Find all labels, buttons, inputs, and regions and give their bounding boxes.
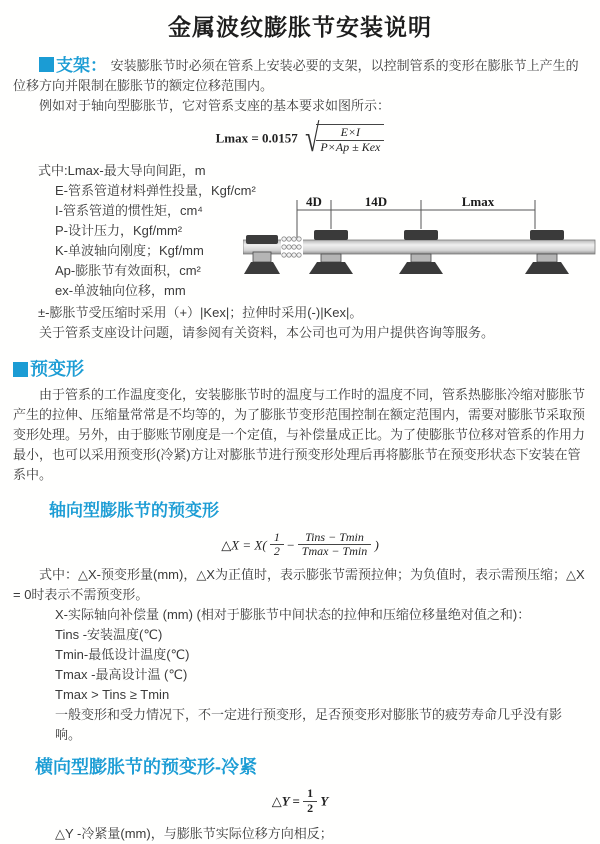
section-marker-icon — [39, 57, 54, 72]
formula3-num: 1 — [303, 787, 317, 802]
formula3-den: 2 — [307, 800, 314, 815]
dimension-label-14d: 14D — [364, 193, 388, 209]
bellows — [281, 236, 303, 256]
section-marker-icon — [13, 362, 28, 377]
lateral-preform-heading: 横向型膨胀节的预变形-冷紧 — [35, 757, 257, 778]
axial-preform-formula — [13, 531, 587, 560]
formula3-lhs: △Y = — [271, 793, 300, 809]
axial-line: Tmax > Tins ≥ Tmin — [55, 687, 170, 703]
definition-line: P-设计压力，Kgf/mm² — [55, 222, 183, 238]
preform-section-heading — [13, 357, 587, 381]
preform-heading-label: 预变形 — [30, 358, 84, 379]
dimension-label-4d: 4D — [306, 193, 322, 209]
axial-line: X-实际轴向补偿量 (mm) (相对于膨胀节中间状态的拉伸和压缩位移量绝对值之和)： — [55, 607, 531, 623]
formula3-rhs: Y — [320, 793, 329, 809]
page-title: 金属波纹膨胀节安装说明 — [168, 14, 432, 40]
definition-line: Ap-膨胀节有效面积，cm² — [55, 262, 201, 278]
axial-preform-heading: 轴向型膨胀节的预变形 — [49, 500, 219, 520]
formula1-numerator: E×I — [316, 126, 384, 141]
axial-line: Tins -安装温度(℃) — [55, 627, 163, 643]
axial-note-line: 一般变形和受力情况下，不一定进行预变形，足否预变形对膨胀节的疲劳寿命几乎没有影响。 — [55, 707, 563, 743]
definition-line: E-管系管道材料弹性投量，Kgf/cm² — [55, 182, 256, 198]
anchor-support — [244, 235, 280, 274]
formula2-numerator: Tins − Tmin — [298, 531, 371, 546]
definition-line: 式中:Lmax-最大导向间距，m — [38, 162, 206, 178]
dimension-label-lmax: Lmax — [461, 193, 495, 209]
definitions-and-diagram — [13, 161, 587, 303]
document-page — [0, 12, 600, 841]
support-intro-paragraph — [13, 56, 587, 96]
formula2-half-den: 2 — [273, 544, 280, 559]
axial-line: Tmax -最高设计温 (℃) — [55, 667, 188, 683]
guide-spacing-formula: Lmax = 0.0157 √ $\frac{E\times I}{\text{P×Ap ± Kex}}$ — [13, 124, 587, 155]
formula2-rhs: ) — [374, 536, 379, 552]
lateral-note-line: △Y -冷紧量(mm)，与膨胀节实际位移方向相反； — [55, 825, 333, 841]
axial-legend-paragraph: 式中：△X-预变形量(mm)，△X为正值时，表示膨张节需预拉伸；为负值时，表示需预压缩；△X = 0时表示不需预变形。 — [13, 567, 585, 603]
definition-line: K-单波轴向刚度；Kgf/mm — [55, 242, 204, 258]
pipe-support-diagram — [243, 194, 600, 279]
formula2-denominator: Tmax − Tmin — [301, 544, 368, 559]
formula1-lhs: Lmax = 0.0157 — [215, 130, 298, 146]
service-note: 关于管系支座设计问题，请参阅有关资料，本公司也可为用户提供咨询等服务。 — [39, 324, 495, 340]
support-intro-text: 安装膨胀节时必须在管系上安装必要的支架，以控制管系的变形在膨胀节上产生的位移方向并限制在膨胀节的额定位移范围内。 — [13, 58, 579, 93]
support-example-line: 例如对于轴向型膨胀节，它对管系支座的基本要求如图所示： — [39, 98, 391, 113]
formula2-lhs: △X = X( — [221, 536, 267, 552]
axial-line: Tmin-最低设计温度(℃) — [55, 647, 190, 663]
preform-paragraph: 由于管系的工作温度变化，安装膨胀节时的温度与工作时的温度不同，管系热膨胀冷缩对膨胀节产生的拉伸、压缩量常常是不均等的，为了膨胀节变形范围控制在额定范围内，需要对膨胀节采取预变形处理。另外，由于膨账节刚度是一个定值，与补偿量成正比。为了使膨胀节位移对管系的作用力最小，也可以采用预变形(冷紧)方让对膨胀节进行预变形处理后再将膨胀节在预变形状态下安装在管系中。 — [13, 386, 586, 482]
formula1-denominator: P×Ap ± Kex — [320, 139, 381, 154]
formula2-minus: − — [287, 536, 295, 552]
definition-line: ex-单波轴向位移，mm — [55, 282, 186, 298]
definition-line: I-管系管道的惯性矩，cm⁴ — [55, 202, 203, 218]
kex-note: ±-膨胀节受压缩时采用（+）|Kex|；拉伸时采用(-)|Kex|。 — [38, 304, 363, 320]
support-section-heading: 支架： — [56, 56, 107, 75]
formula2-half-num: 1 — [270, 531, 284, 546]
lateral-preform-formula — [13, 787, 587, 816]
